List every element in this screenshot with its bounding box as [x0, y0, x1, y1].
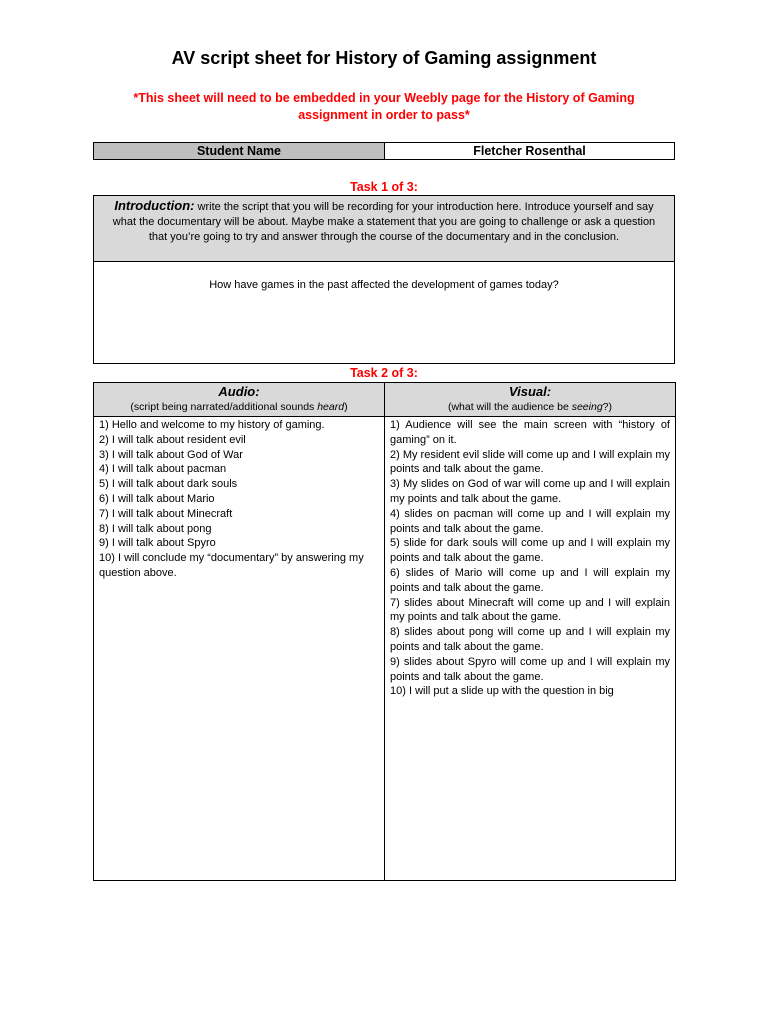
audio-line: 1) Hello and welcome to my history of gaming.: [99, 419, 325, 431]
audio-subheader-emphasis: heard: [317, 401, 345, 413]
visual-line: 2) My resident evil slide will come up and I will explain my points and talk about the game.: [390, 448, 670, 476]
audio-line: 10) I will conclude my “documentary” by answering my question above.: [99, 552, 364, 579]
visual-header: Visual:: [508, 384, 552, 399]
audio-line: 3) I will talk about God of War: [99, 448, 243, 461]
audio-line: 5) I will talk about dark souls: [99, 478, 238, 491]
audio-subheader-prefix: (script being narrated/additional sounds: [130, 401, 318, 413]
student-name-value: Fletcher Rosenthal: [385, 143, 675, 160]
introduction-answer: How have games in the past affected the development of games today?: [94, 262, 675, 364]
introduction-keyword: Introduction:: [114, 198, 195, 213]
audio-line: 8) I will talk about pong: [99, 522, 212, 535]
visual-line: 3) My slides on God of war will come up and I will explain my points and talk about the game.: [390, 478, 670, 505]
audio-header-cell: [94, 383, 385, 417]
document-title: AV script sheet for History of Gaming assignment: [171, 48, 597, 68]
introduction-table: [93, 195, 675, 364]
visual-script-column: [385, 417, 676, 881]
embed-notice: *This sheet will need to be embedded in your Weebly page for the History of Gaming assignment in order to pass*: [133, 91, 635, 122]
audio-header: Audio:: [218, 384, 260, 399]
student-name-table: [93, 142, 675, 160]
task2-label: Task 2 of 3:: [350, 366, 418, 380]
visual-subheader: [385, 400, 675, 414]
visual-line: 9) slides about Spyro will come up and I will explain my points and talk about the game.: [390, 655, 670, 683]
visual-subheader-prefix: (what will the audience be: [447, 401, 572, 413]
visual-line: 5) slide for dark souls will come up and I will explain my points and talk about the game.: [390, 537, 670, 565]
visual-header-cell: [385, 383, 676, 417]
visual-line: 4) slides on pacman will come up and I will explain my points and talk about the game.: [390, 507, 670, 535]
introduction-instructions: [94, 196, 675, 262]
student-name-label: Student Name: [94, 143, 385, 160]
audio-line: 9) I will talk about Spyro: [99, 537, 216, 550]
visual-subheader-emphasis: seeing: [571, 401, 603, 413]
audio-line: 7) I will talk about Minecraft: [99, 507, 233, 520]
visual-subheader-suffix: ?): [602, 401, 613, 413]
visual-line: 10) I will put a slide up with the question in big: [390, 685, 614, 698]
visual-line: 8) slides about pong will come up and I will explain my points and talk about the game.: [390, 626, 670, 653]
audio-subheader-suffix: ): [344, 401, 348, 413]
task1-label: Task 1 of 3:: [350, 180, 418, 194]
visual-line: 7) slides about Minecraft will come up and I will explain my points and talk about the game.: [390, 596, 670, 624]
visual-line: 1) Audience will see the main screen with “history of gaming” on it.: [390, 419, 670, 446]
introduction-instructions-text: write the script that you will be recording for your introduction here. Introduce yourself and say what the documentary will be about. Maybe make a statement that you are going to challenge or ask a question that you’re going to try and answer through the course of the documentary and in the conclusion.: [112, 201, 656, 243]
audio-subheader: [94, 400, 384, 414]
audio-line: 6) I will talk about Mario: [99, 492, 215, 505]
audio-line: 2) I will talk about resident evil: [99, 433, 246, 446]
audio-script-column: [94, 417, 385, 881]
audio-line: 4) I will talk about pacman: [99, 463, 227, 476]
av-script-table: [93, 382, 676, 881]
visual-line: 6) slides of Mario will come up and I will explain my points and talk about the game.: [390, 566, 670, 594]
